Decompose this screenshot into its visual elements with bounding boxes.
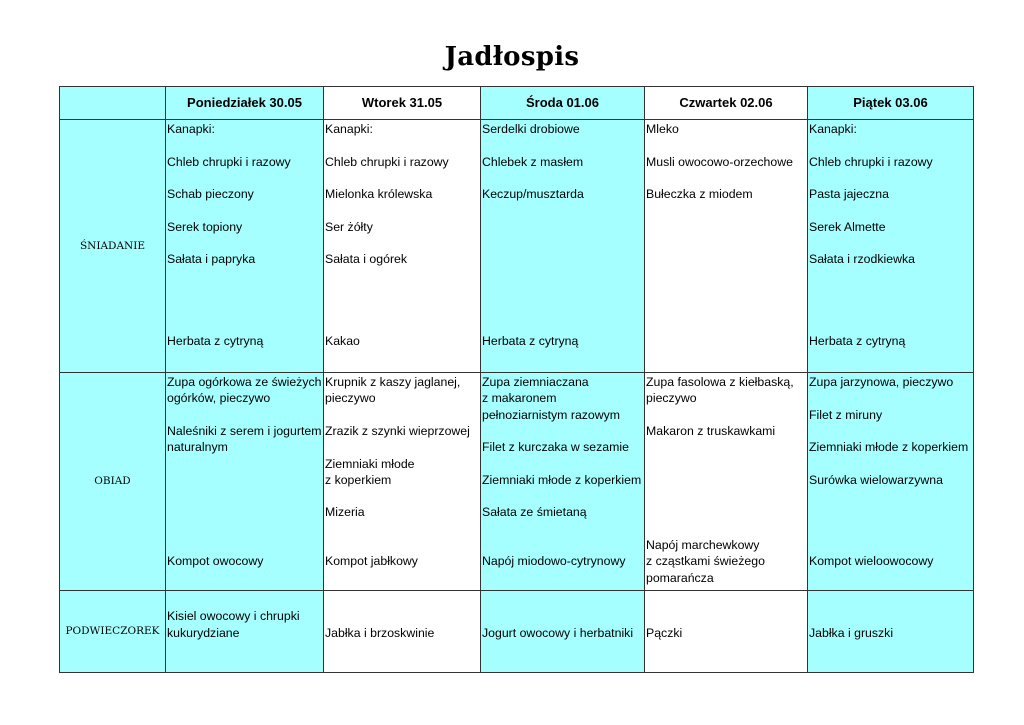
menu-cell	[808, 591, 974, 673]
menu-cell	[324, 120, 481, 373]
menu-item: Napój miodowo-cytrynowy	[482, 554, 626, 569]
menu-item: Sałata i ogórek	[325, 252, 408, 267]
menu-cell	[166, 120, 324, 373]
menu-item: Surówka wielowarzywna	[809, 472, 943, 487]
menu-item: Pączki	[646, 625, 683, 640]
menu-item: Ziemniaki młode z koperkiem	[809, 440, 969, 455]
meal-row	[60, 373, 974, 591]
menu-item: Kompot owocowy	[167, 554, 264, 569]
menu-item: Napój marchewkowy	[646, 538, 760, 552]
page-title: Jadłospis	[444, 42, 580, 72]
header-corner	[60, 87, 166, 120]
menu-item: pieczywo	[325, 391, 376, 406]
menu-item: pieczywo	[646, 391, 697, 406]
menu-item: Ziemniaki młode z koperkiem	[482, 472, 642, 487]
meal-label: ŚNIADANIE	[60, 120, 166, 373]
menu-item: Kanapki:	[167, 122, 215, 136]
menu-table	[59, 86, 974, 673]
menu-cell	[481, 120, 645, 373]
menu-item: Jabłka i gruszki	[809, 625, 894, 640]
meal-row	[60, 591, 974, 673]
menu-item: Kisiel owocowy i chrupki	[167, 609, 300, 624]
day-header: Środa 01.06	[481, 87, 645, 120]
menu-item: Serek topiony	[167, 219, 243, 234]
menu-cell	[645, 591, 808, 673]
menu-item: Kompot jabłkowy	[325, 554, 418, 569]
menu-item: Herbata z cytryną	[809, 333, 906, 348]
menu-item: Zrazik z szynki wieprzowej	[325, 423, 470, 438]
meal-label: PODWIECZOREK	[60, 591, 166, 673]
menu-item: kukurydziane	[167, 625, 240, 640]
menu-cell	[324, 373, 481, 591]
menu-cell	[808, 120, 974, 373]
menu-cell	[481, 591, 645, 673]
menu-cell	[324, 591, 481, 673]
menu-item: Keczup/musztarda	[482, 187, 584, 202]
menu-item: Mielonka królewska	[325, 187, 433, 202]
menu-cell	[645, 373, 808, 591]
menu-item: Herbata z cytryną	[167, 333, 264, 348]
menu-item: Herbata z cytryną	[482, 333, 579, 348]
menu-item: Zupa ogórkowa ze świeżych	[167, 375, 322, 389]
menu-item: Chlebek z masłem	[482, 154, 584, 169]
day-header: Poniedziałek 30.05	[166, 87, 324, 120]
menu-item: Schab pieczony	[167, 187, 254, 202]
day-header: Wtorek 31.05	[324, 87, 481, 120]
menu-item: Kakao	[325, 333, 360, 348]
menu-cell	[481, 373, 645, 591]
menu-item: Mizeria	[325, 505, 365, 520]
menu-item: Sałata i papryka	[167, 252, 256, 267]
menu-item: Ziemniaki młode	[325, 456, 415, 471]
menu-item: z koperkiem	[325, 472, 392, 487]
menu-cell	[166, 591, 324, 673]
menu-item: Musli owocowo-orzechowe	[646, 154, 793, 169]
menu-item: z makaronem	[482, 391, 557, 406]
menu-item: Sałata i rzodkiewka	[809, 252, 915, 267]
menu-cell	[808, 373, 974, 591]
menu-item: Kompot wieloowocowy	[809, 554, 934, 569]
menu-item: z cząstkami świeżego	[646, 554, 765, 569]
menu-cell	[645, 120, 808, 373]
menu-item: pełnoziarnistym razowym	[482, 407, 621, 422]
menu-item: Jogurt owocowy i herbatniki	[482, 625, 634, 640]
menu-item: Zupa jarzynowa, pieczywo	[809, 375, 954, 389]
menu-item: Jabłka i brzoskwinie	[325, 625, 435, 640]
menu-item: Serdelki drobiowe	[482, 122, 580, 136]
menu-cell	[166, 373, 324, 591]
menu-item: Zupa ziemniaczana	[482, 375, 589, 389]
menu-item: Chleb chrupki i razowy	[167, 154, 291, 169]
day-header: Czwartek 02.06	[645, 87, 808, 120]
meal-label: OBIAD	[60, 373, 166, 591]
menu-item: Zupa fasolowa z kiełbaską,	[646, 375, 794, 389]
meal-row	[60, 120, 974, 373]
menu-item: Filet z miruny	[809, 407, 883, 422]
menu-item: Serek Almette	[809, 219, 886, 234]
menu-item: Filet z kurczaka w sezamie	[482, 440, 629, 455]
menu-item: Pasta jajeczna	[809, 187, 889, 202]
menu-item: naturalnym	[167, 440, 228, 455]
menu-item: Chleb chrupki i razowy	[809, 154, 933, 169]
menu-item: Krupnik z kaszy jaglanej,	[325, 375, 461, 389]
menu-item: Kanapki:	[809, 122, 857, 136]
menu-item: Naleśniki z serem i jogurtem	[167, 423, 322, 438]
menu-item: Chleb chrupki i razowy	[325, 154, 449, 169]
menu-item: Ser żółty	[325, 219, 373, 234]
menu-item: pomarańcza	[646, 570, 714, 585]
menu-item: Makaron z truskawkami	[646, 423, 776, 438]
header-row	[60, 87, 974, 120]
menu-item: Mleko	[646, 122, 679, 136]
menu-item: Sałata ze śmietaną	[482, 505, 587, 520]
menu-item: Kanapki:	[325, 122, 373, 136]
menu-item: Bułeczka z miodem	[646, 187, 753, 202]
day-header: Piątek 03.06	[808, 87, 974, 120]
menu-item: ogórków, pieczywo	[167, 391, 271, 406]
